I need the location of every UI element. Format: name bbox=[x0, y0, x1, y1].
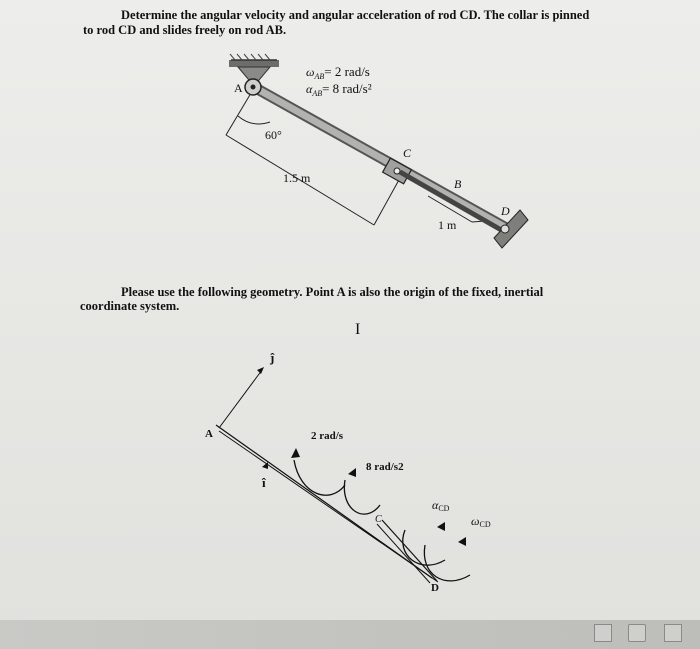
j-axis-line bbox=[219, 370, 262, 428]
rod-ab bbox=[252, 86, 508, 229]
instructions-line-1: Please use the following geometry. Point A is also the origin of the fixed, inertial bbox=[121, 285, 544, 299]
window-icon[interactable] bbox=[594, 624, 612, 642]
label-alpha-cd: αCD bbox=[432, 498, 450, 513]
label-c: C bbox=[403, 146, 412, 160]
pin-a-center bbox=[251, 85, 256, 90]
dimension-tick bbox=[374, 178, 400, 225]
j-axis-arrow bbox=[257, 367, 264, 374]
label-alpha-ab: $\alpha_{AB}= 8$ rad/s² bbox=[306, 81, 372, 98]
list-icon[interactable] bbox=[664, 624, 682, 642]
omega-ab-arc bbox=[294, 460, 345, 495]
problem-line-2: to rod CD and slides freely on rod AB. bbox=[83, 23, 287, 37]
instructions-line-2: coordinate system. bbox=[80, 299, 180, 313]
label-j-axis: ĵ bbox=[270, 350, 275, 365]
label-omega-value: 2 rad/s bbox=[311, 430, 344, 442]
angle-arc bbox=[238, 116, 270, 124]
rod-geometry-line-2 bbox=[219, 431, 438, 582]
label-d-geometry: D bbox=[431, 582, 439, 594]
omega-cd-arrowhead bbox=[458, 537, 466, 546]
label-c-geometry: C bbox=[375, 514, 382, 525]
label-a: A bbox=[234, 81, 243, 95]
label-alpha-value: 8 rad/s2 bbox=[366, 461, 404, 473]
omega-cd-arc bbox=[424, 545, 470, 581]
label-d: D bbox=[501, 204, 510, 218]
picture-icon[interactable] bbox=[628, 624, 646, 642]
label-b: B bbox=[454, 177, 462, 191]
alpha-ab-arrowhead bbox=[348, 468, 356, 477]
figure-geometry bbox=[205, 350, 491, 594]
alpha-ab-arc bbox=[344, 480, 380, 514]
label-omega-cd: ωCD bbox=[471, 514, 491, 529]
label-a-geometry: A bbox=[205, 428, 213, 440]
label-omega-ab: $\omega_{AB}= 2$ rad/s bbox=[306, 64, 370, 81]
rod-cd-geometry bbox=[382, 520, 437, 581]
label-i-axis: î bbox=[262, 475, 266, 490]
label-length-cd: 1 m bbox=[438, 218, 457, 232]
problem-line-1: Determine the angular velocity and angular acceleration of rod CD. The collar is pinned bbox=[121, 8, 590, 22]
text-cursor: I bbox=[355, 321, 361, 338]
label-angle: 60° bbox=[265, 128, 282, 142]
label-length-ab: 1.5 m bbox=[283, 171, 311, 185]
omega-ab-arrowhead bbox=[291, 448, 300, 458]
alpha-cd-arrowhead bbox=[437, 522, 445, 531]
